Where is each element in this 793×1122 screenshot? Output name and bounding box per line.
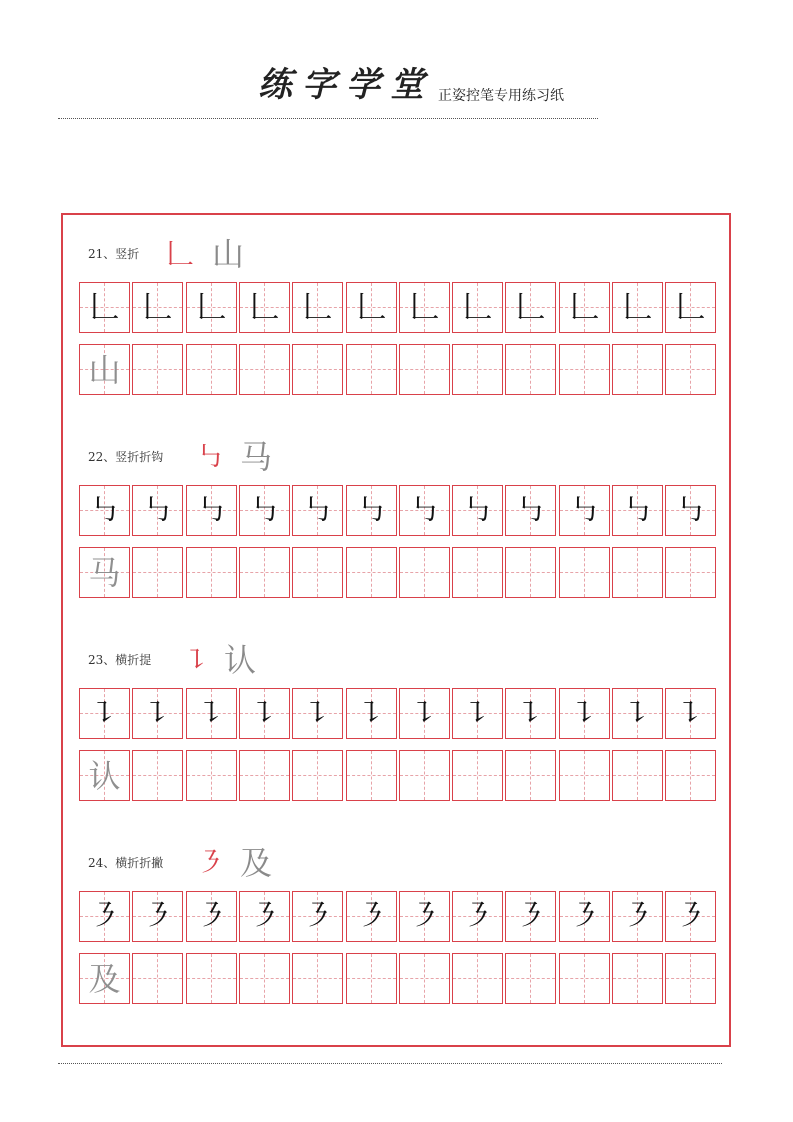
stroke-glyph: ㇋ <box>356 898 387 934</box>
practice-cell[interactable] <box>346 282 397 333</box>
example-character: 山 <box>212 235 245 273</box>
practice-cell[interactable] <box>559 282 610 333</box>
stroke-glyph: 𠃊 <box>356 289 387 325</box>
practice-cell[interactable] <box>665 688 716 739</box>
character-practice-row <box>79 953 719 1004</box>
practice-cell[interactable] <box>665 891 716 942</box>
practice-cell[interactable] <box>505 344 556 395</box>
practice-cell[interactable] <box>452 344 503 395</box>
practice-cell[interactable] <box>186 547 237 598</box>
stroke-glyph: 𠃊 <box>462 289 493 325</box>
model-character: 马 <box>88 553 121 592</box>
guide-line-vertical <box>477 954 478 1003</box>
practice-cell[interactable] <box>612 891 663 942</box>
guide-line-vertical <box>530 954 531 1003</box>
stroke-glyph: ㇋ <box>675 898 706 934</box>
model-character: 及 <box>88 959 121 998</box>
stroke-glyph: ㇊ <box>89 695 120 731</box>
stroke-glyph: ㇊ <box>622 695 653 731</box>
guide-line-vertical <box>690 751 691 800</box>
stroke-glyph: ㇊ <box>249 695 280 731</box>
stroke-glyph: ㇋ <box>249 898 280 934</box>
stroke-label: 22、竖折折钩 <box>88 450 164 464</box>
practice-cell[interactable] <box>399 953 450 1004</box>
example-character: 认 <box>224 641 257 679</box>
guide-line-vertical <box>584 751 585 800</box>
guide-line-vertical <box>690 954 691 1003</box>
stroke-glyph: ㇊ <box>409 695 440 731</box>
practice-cell[interactable] <box>186 891 237 942</box>
guide-line-vertical <box>530 548 531 597</box>
guide-line-vertical <box>690 345 691 394</box>
practice-cell[interactable] <box>239 953 290 1004</box>
stroke-practice-row <box>79 282 719 333</box>
practice-cell[interactable] <box>452 750 503 801</box>
practice-cell[interactable] <box>612 282 663 333</box>
practice-cell[interactable] <box>505 547 556 598</box>
practice-cell[interactable] <box>132 891 183 942</box>
practice-cell[interactable] <box>79 485 130 536</box>
practice-cell[interactable] <box>612 953 663 1004</box>
guide-line-vertical <box>424 954 425 1003</box>
guide-line-vertical <box>317 751 318 800</box>
guide-line-vertical <box>317 954 318 1003</box>
practice-cell[interactable] <box>292 547 343 598</box>
practice-cell[interactable] <box>239 485 290 536</box>
stroke-label: 24、横折折撇 <box>88 856 164 870</box>
stroke-glyph: 𠃊 <box>622 289 653 325</box>
stroke-glyph: ㇊ <box>356 695 387 731</box>
practice-cell[interactable] <box>559 891 610 942</box>
stroke-glyph: ㇉ <box>462 492 493 528</box>
guide-line-vertical <box>371 548 372 597</box>
practice-cell[interactable] <box>399 344 450 395</box>
stroke-glyph: ㇋ <box>515 898 546 934</box>
stroke-glyph: 𠃊 <box>142 289 173 325</box>
practice-cell[interactable] <box>399 282 450 333</box>
guide-line-vertical <box>424 751 425 800</box>
guide-line-vertical <box>264 954 265 1003</box>
practice-cell[interactable] <box>132 547 183 598</box>
stroke-glyph: ㇋ <box>409 898 440 934</box>
stroke-glyph: ㇉ <box>409 492 440 528</box>
practice-cell[interactable] <box>186 953 237 1004</box>
guide-line-vertical <box>371 954 372 1003</box>
stroke-practice-row <box>79 485 719 536</box>
practice-cell[interactable] <box>559 485 610 536</box>
practice-cell[interactable] <box>132 750 183 801</box>
guide-line-vertical <box>157 954 158 1003</box>
guide-line-vertical <box>264 345 265 394</box>
practice-cell[interactable] <box>505 953 556 1004</box>
practice-cell[interactable] <box>452 547 503 598</box>
stroke-glyph: ㇉ <box>569 492 600 528</box>
stroke-label: 23、横折提 <box>88 653 152 667</box>
practice-cell[interactable] <box>559 750 610 801</box>
practice-cell[interactable] <box>452 282 503 333</box>
header-divider <box>58 118 598 119</box>
guide-line-vertical <box>371 345 372 394</box>
stroke-glyph: ㇉ <box>302 492 333 528</box>
practice-cell[interactable] <box>452 485 503 536</box>
stroke-example: ㇋ <box>196 846 225 879</box>
practice-cell[interactable] <box>239 282 290 333</box>
guide-line-vertical <box>371 751 372 800</box>
practice-cell[interactable] <box>559 953 610 1004</box>
practice-cell[interactable] <box>559 688 610 739</box>
practice-cell[interactable] <box>346 953 397 1004</box>
practice-cell[interactable] <box>665 750 716 801</box>
practice-cell[interactable] <box>292 953 343 1004</box>
practice-cell[interactable] <box>452 688 503 739</box>
practice-cell[interactable] <box>292 282 343 333</box>
practice-cell[interactable] <box>612 485 663 536</box>
practice-cell[interactable] <box>505 282 556 333</box>
guide-line-vertical <box>211 954 212 1003</box>
guide-line-vertical <box>317 345 318 394</box>
guide-line-vertical <box>637 954 638 1003</box>
practice-cell[interactable] <box>452 953 503 1004</box>
stroke-label: 21、竖折 <box>88 247 140 261</box>
stroke-glyph: ㇋ <box>622 898 653 934</box>
footer-divider <box>58 1063 722 1064</box>
stroke-glyph: ㇊ <box>142 695 173 731</box>
stroke-glyph: 𠃊 <box>249 289 280 325</box>
stroke-glyph: ㇉ <box>675 492 706 528</box>
guide-line-vertical <box>530 345 531 394</box>
practice-cell[interactable] <box>239 344 290 395</box>
practice-cell[interactable] <box>132 953 183 1004</box>
guide-line-vertical <box>211 751 212 800</box>
practice-cell[interactable] <box>346 485 397 536</box>
practice-cell[interactable] <box>186 688 237 739</box>
guide-line-vertical <box>477 345 478 394</box>
guide-line-vertical <box>637 751 638 800</box>
practice-cell[interactable] <box>292 688 343 739</box>
practice-cell[interactable] <box>505 891 556 942</box>
practice-cell[interactable] <box>186 344 237 395</box>
practice-cell[interactable] <box>346 344 397 395</box>
guide-line-vertical <box>264 548 265 597</box>
stroke-glyph: ㇋ <box>196 898 227 934</box>
practice-cell[interactable] <box>292 750 343 801</box>
practice-cell[interactable] <box>79 750 130 801</box>
stroke-glyph: ㇋ <box>142 898 173 934</box>
page-subtitle: 正姿控笔专用练习纸 <box>438 88 564 104</box>
stroke-glyph: ㇊ <box>302 695 333 731</box>
stroke-glyph: 𠃊 <box>196 289 227 325</box>
practice-cell[interactable] <box>665 547 716 598</box>
stroke-glyph: ㇉ <box>196 492 227 528</box>
practice-cell[interactable] <box>79 282 130 333</box>
practice-cell[interactable] <box>132 688 183 739</box>
practice-cell[interactable] <box>79 547 130 598</box>
guide-line-vertical <box>637 345 638 394</box>
guide-line-vertical <box>530 751 531 800</box>
practice-cell[interactable] <box>559 547 610 598</box>
character-practice-row <box>79 344 719 395</box>
practice-cell[interactable] <box>612 688 663 739</box>
stroke-glyph: 𠃊 <box>515 289 546 325</box>
practice-cell[interactable] <box>612 750 663 801</box>
guide-line-vertical <box>424 345 425 394</box>
practice-cell[interactable] <box>665 344 716 395</box>
guide-line-vertical <box>584 954 585 1003</box>
stroke-glyph: 𠃊 <box>89 289 120 325</box>
example-character: 及 <box>240 844 273 882</box>
stroke-glyph: ㇋ <box>569 898 600 934</box>
practice-cell[interactable] <box>292 891 343 942</box>
practice-cell[interactable] <box>79 344 130 395</box>
stroke-glyph: ㇊ <box>515 695 546 731</box>
stroke-example: ㇉ <box>196 440 225 473</box>
practice-cell[interactable] <box>505 688 556 739</box>
practice-cell[interactable] <box>505 485 556 536</box>
stroke-glyph: ㇉ <box>515 492 546 528</box>
practice-cell[interactable] <box>239 688 290 739</box>
guide-line-vertical <box>157 345 158 394</box>
practice-cell[interactable] <box>665 282 716 333</box>
guide-line-vertical <box>424 548 425 597</box>
practice-cell[interactable] <box>399 485 450 536</box>
guide-line-vertical <box>477 751 478 800</box>
stroke-glyph: 𠃊 <box>569 289 600 325</box>
practice-cell[interactable] <box>186 282 237 333</box>
stroke-glyph: ㇉ <box>249 492 280 528</box>
practice-cell[interactable] <box>239 891 290 942</box>
practice-cell[interactable] <box>346 688 397 739</box>
stroke-glyph: ㇉ <box>89 492 120 528</box>
guide-line-vertical <box>637 548 638 597</box>
practice-cell[interactable] <box>399 750 450 801</box>
stroke-glyph: 𠃊 <box>675 289 706 325</box>
stroke-glyph: ㇉ <box>622 492 653 528</box>
practice-cell[interactable] <box>346 750 397 801</box>
stroke-practice-row <box>79 688 719 739</box>
stroke-glyph: ㇋ <box>302 898 333 934</box>
practice-cell[interactable] <box>399 547 450 598</box>
practice-cell[interactable] <box>79 953 130 1004</box>
practice-cell[interactable] <box>132 485 183 536</box>
model-character: 认 <box>88 756 121 795</box>
example-character: 马 <box>240 438 273 476</box>
stroke-glyph: ㇋ <box>462 898 493 934</box>
guide-line-vertical <box>317 548 318 597</box>
guide-line-vertical <box>211 548 212 597</box>
stroke-glyph: ㇋ <box>89 898 120 934</box>
character-practice-row <box>79 547 719 598</box>
practice-cell[interactable] <box>505 750 556 801</box>
practice-cell[interactable] <box>665 485 716 536</box>
guide-line-vertical <box>477 548 478 597</box>
practice-cell[interactable] <box>612 344 663 395</box>
practice-cell[interactable] <box>559 344 610 395</box>
practice-cell[interactable] <box>79 891 130 942</box>
stroke-glyph: 𠃊 <box>409 289 440 325</box>
stroke-glyph: ㇊ <box>675 695 706 731</box>
stroke-example: 𠃊 <box>166 237 195 270</box>
practice-cell[interactable] <box>239 750 290 801</box>
practice-cell[interactable] <box>346 891 397 942</box>
practice-cell[interactable] <box>239 547 290 598</box>
guide-line-vertical <box>157 751 158 800</box>
practice-cell[interactable] <box>79 688 130 739</box>
stroke-glyph: ㇊ <box>196 695 227 731</box>
practice-cell[interactable] <box>346 547 397 598</box>
practice-cell[interactable] <box>132 282 183 333</box>
stroke-glyph: ㇉ <box>142 492 173 528</box>
practice-cell[interactable] <box>292 485 343 536</box>
guide-line-vertical <box>211 345 212 394</box>
practice-cell[interactable] <box>665 953 716 1004</box>
character-practice-row <box>79 750 719 801</box>
practice-cell[interactable] <box>399 891 450 942</box>
model-character: 山 <box>88 350 121 389</box>
practice-cell[interactable] <box>612 547 663 598</box>
page-title: 练字学堂 <box>258 65 434 105</box>
stroke-practice-row <box>79 891 719 942</box>
stroke-glyph: 𠃊 <box>302 289 333 325</box>
practice-cell[interactable] <box>186 750 237 801</box>
practice-cell[interactable] <box>452 891 503 942</box>
stroke-example: ㇊ <box>183 643 212 676</box>
practice-cell[interactable] <box>186 485 237 536</box>
practice-cell[interactable] <box>132 344 183 395</box>
stroke-glyph: ㇉ <box>356 492 387 528</box>
guide-line-vertical <box>157 548 158 597</box>
stroke-glyph: ㇊ <box>569 695 600 731</box>
guide-line-vertical <box>690 548 691 597</box>
stroke-glyph: ㇊ <box>462 695 493 731</box>
guide-line-vertical <box>584 548 585 597</box>
guide-line-vertical <box>264 751 265 800</box>
practice-cell[interactable] <box>292 344 343 395</box>
guide-line-vertical <box>584 345 585 394</box>
practice-cell[interactable] <box>399 688 450 739</box>
